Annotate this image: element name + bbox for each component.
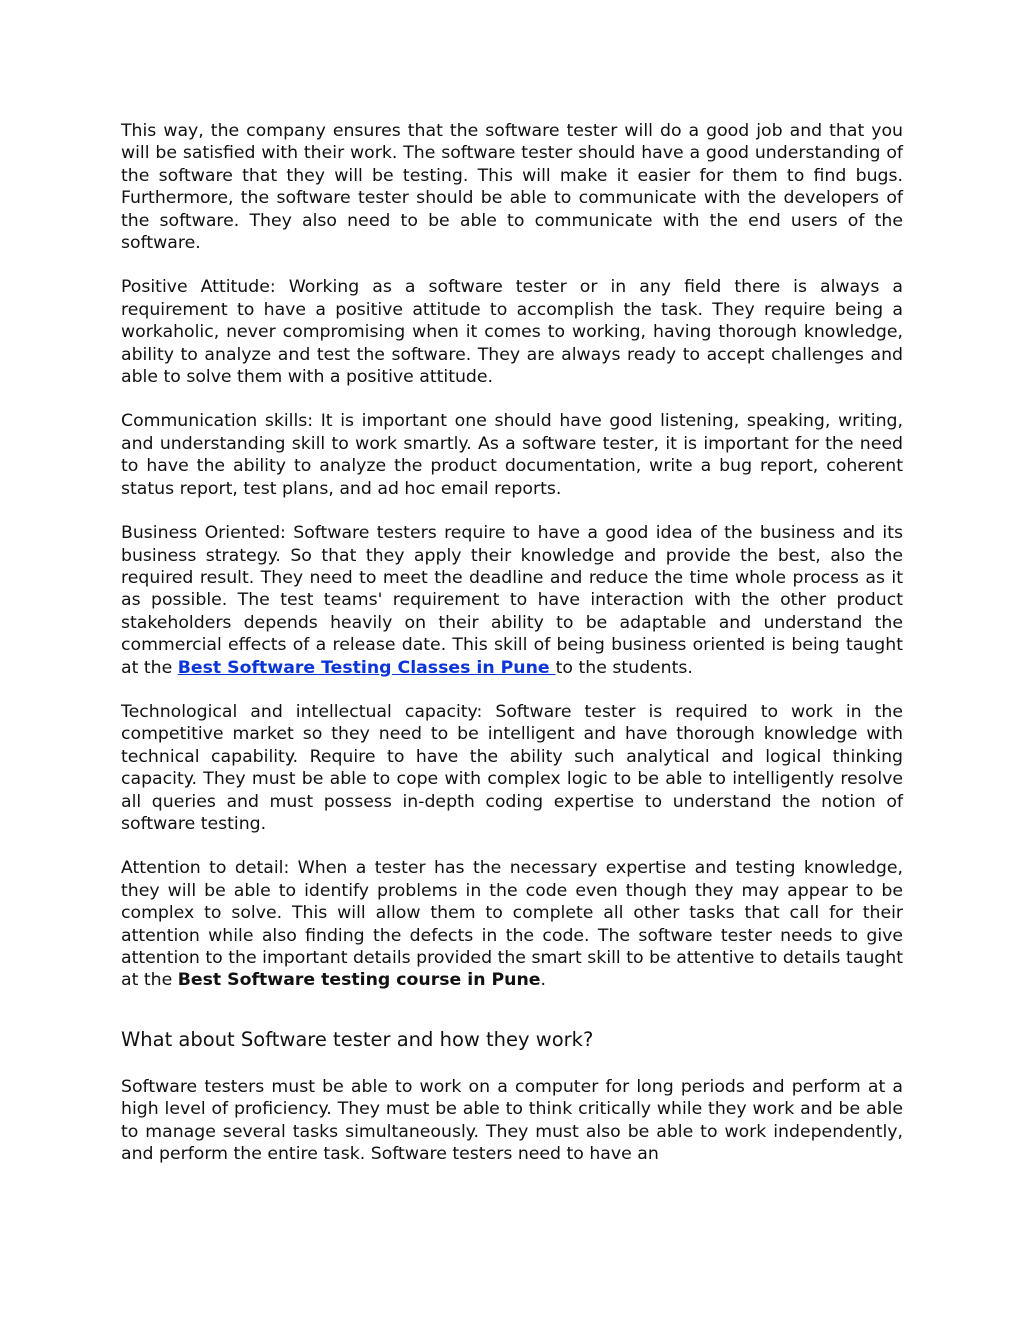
document-page — [121, 120, 903, 1187]
business-text-end: to the students. — [555, 657, 693, 678]
paragraph-business-oriented — [121, 522, 903, 679]
best-software-testing-classes-link[interactable]: Best Software Testing Classes in Pune — [177, 657, 556, 678]
section-heading: What about Software tester and how they work? — [121, 1027, 594, 1051]
best-software-testing-course-bold: Best Software testing course in Pune — [177, 970, 541, 991]
paragraph-attention-to-detail — [121, 857, 903, 991]
paragraph-closing: Software testers must be able to work on a computer for long periods and perform at a high level of proficiency. They must be able to think critically while they work and be able to manage several tasks simultaneously. They must also be able to work independently, and perform the entire task. Software testers need to have an — [121, 1076, 903, 1165]
paragraph-communication-skills: Communication skills: It is important one should have good listening, speaking, writing, and understanding skill to work smartly. As a software tester, it is important for the need to have the ability to analyze the product documentation, write a bug report, coherent status report, test plans, and ad hoc email reports. — [121, 411, 903, 499]
business-text-start: Business Oriented: Software testers require to have a good idea of the business and its business strategy. So that they apply their knowledge and provide the best, also the required result. They need to meet the deadline and reduce the time whole process as it as possible. The test teams' requirement to have interaction with the other product stakeholders depends heavily on their ability to be adaptable and understand the commercial effects of a release date. This skill of being business oriented is being taught at the — [121, 523, 903, 678]
paragraph-positive-attitude: Positive Attitude: Working as a software tester or in any field there is always a requirement to have a positive attitude to accomplish the task. They require being a workaholic, never compromising when it comes to working, having thorough knowledge, ability to analyze and test the software. They are always ready to accept challenges and able to solve them with a positive attitude. — [121, 277, 903, 388]
attention-text-end: . — [540, 970, 546, 991]
paragraph-intro: This way, the company ensures that the software tester will do a good job and that you will be satisfied with their work. The software tester should have a good understanding of the software that they will be testing. This will make it easier for them to find bugs. Furthermore, the software tester should be able to communicate with the developers of the software. They also need to be able to communicate with the end users of the software. — [121, 121, 903, 254]
paragraph-technological-capacity: Technological and intellectual capacity: Software tester is required to work in the competitive market so they need to be intelligent and have thorough knowledge with technical capability. Require to have the ability such analytical and logical thinking capacity. They must be able to cope with complex logic to be able to intelligently resolve all queries and must possess in-depth coding expertise to understand the notion of software testing. — [121, 701, 903, 834]
attention-text-start: Attention to detail: When a tester has the necessary expertise and testing knowledge, they will be able to identify problems in the code even though they may appear to be complex to solve. This will allow them to complete all other tasks that call for their attention while also finding the defects in the code. The software tester needs to give attention to the important details provided the smart skill to be attentive to details taught at the — [121, 858, 903, 991]
